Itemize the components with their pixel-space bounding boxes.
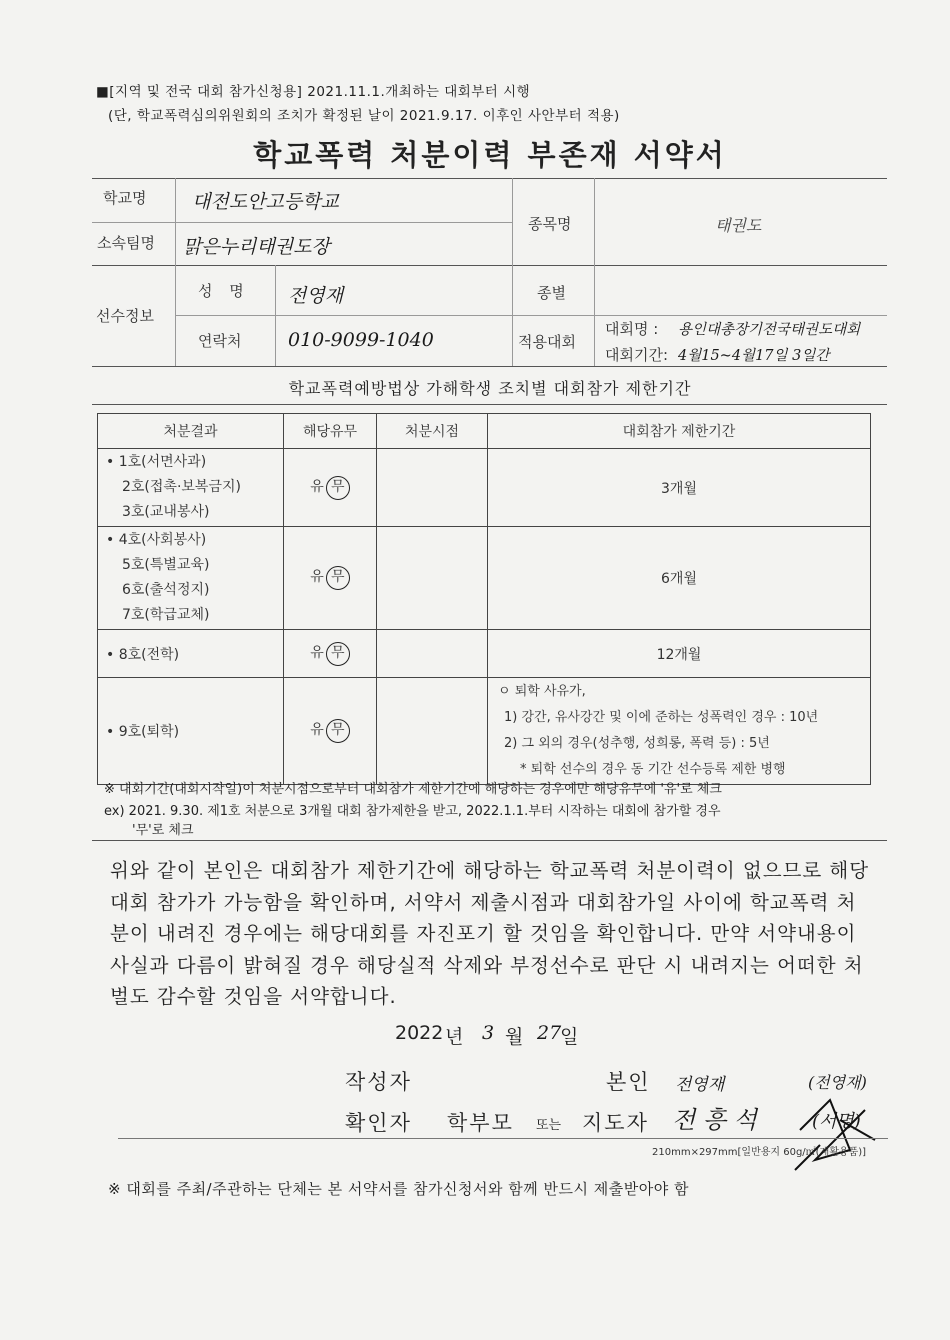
contact-label: 연락처: [198, 332, 242, 350]
period-value: 3개월: [488, 449, 871, 527]
header-line2: (단, 학교폭력심의위원회의 조치가 확정된 날이 2021.9.17. 이후인 사안부터 적용): [108, 108, 620, 124]
header-period: 대회참가 제한기간: [488, 414, 871, 449]
date-day-unit: 일: [560, 1026, 579, 1048]
coach-signature: (서명): [812, 1111, 861, 1132]
header-result: 처분결과: [98, 414, 284, 449]
comp-name-value: 용인대총장기전국태권도대회: [678, 322, 861, 338]
item: 3호(교내봉사): [122, 504, 210, 520]
item: 2호(접촉·보복금지): [122, 479, 241, 495]
date-day: 27: [537, 1022, 562, 1044]
date-month-unit: 월: [505, 1026, 524, 1048]
yes-option: 유: [310, 478, 324, 495]
date-month: 3: [482, 1022, 495, 1044]
period-line: * 퇴학 선수의 경우 동 기간 선수등록 제한 병행: [520, 762, 786, 777]
footer-note: ※ 대회를 주최/주관하는 단체는 본 서약서를 참가신청서와 함께 반드시 제출받아야 함: [108, 1180, 689, 1198]
yes-option: 유: [310, 644, 324, 661]
comp-period-label: 대회기간:: [605, 346, 669, 364]
table-row: [98, 678, 871, 785]
self-label: 본인: [606, 1070, 651, 1094]
no-option-circled: 무: [326, 566, 350, 590]
school-value: 대전도안고등학교: [192, 191, 339, 213]
player-info-label: 선수정보: [96, 307, 154, 325]
name-label: 성 명: [198, 282, 250, 300]
item: • 8호(전학): [106, 646, 180, 663]
item: 5호(특별교육): [122, 557, 210, 573]
period-value: 6개월: [488, 527, 871, 630]
item: • 1호(서면사과): [106, 454, 207, 470]
school-label: 학교명: [103, 189, 147, 207]
table-row: [98, 630, 871, 678]
comp-name-label: 대회명 :: [605, 320, 659, 338]
header-line1: ■[지역 및 전국 대회 참가신청용] 2021.11.1.개최하는 대회부터 시행: [96, 84, 531, 100]
note-3: '무'로 체크: [132, 823, 194, 838]
header-time: 처분시점: [377, 414, 488, 449]
no-option-circled: 무: [326, 642, 350, 666]
yes-option: 유: [310, 722, 324, 738]
item: 6호(출석정지): [122, 582, 210, 598]
contact-value: 010-9099-1040: [288, 329, 434, 351]
table-row: [98, 527, 871, 630]
period-value: 12개월: [488, 630, 871, 678]
note-1: ※ 대회기간(대회시작일)이 처분시점으로부터 대회참가 제한기간에 해당하는 경우에만 해당유무에 '유'로 체크: [104, 782, 722, 797]
team-label: 소속팀명: [97, 234, 155, 252]
section-title: 학교폭력예방법상 가해학생 조치별 대회참가 제한기간: [288, 379, 692, 398]
coach-label: 지도자: [582, 1111, 649, 1135]
comp-period-value: 4월15~4월17일 3일간: [678, 348, 830, 364]
team-value: 맑은누리태권도장: [183, 236, 330, 258]
date-year: 2022: [395, 1022, 444, 1044]
period-line: ㅇ 퇴학 사유가,: [498, 684, 586, 699]
yes-option: 유: [310, 569, 324, 585]
signature-scribble-icon: [790, 1090, 885, 1175]
name-value: 전영재: [288, 285, 344, 307]
page-title: 학교폭력 처분이력 부존재 서약서: [253, 138, 727, 172]
or-label: 또는: [536, 1118, 562, 1133]
item: • 9호(퇴학): [106, 724, 180, 740]
header-applicable: 해당유무: [284, 414, 377, 449]
period-line: 2) 그 외의 경우(성추행, 성희롱, 폭력 등) : 5년: [504, 736, 770, 751]
pledge-text: 위와 같이 본인은 대회참가 제한기간에 해당하는 학교폭력 처분이력이 없으므로 해당 대회 참가가 가능함을 확인하며, 서약서 제출시점과 대회참가일 사이에 학교폭력 처분이 내려진 경우에는 해당대회를 자진포기 할 것임을 확인합니다. 만약 서약내용이 사실과 다름이 밝혀질 경우 해당실적 삭제와 부정선수로 판단 시 내려지는 어떠한 처벌도 감수할 것임을 서약합니다.: [110, 859, 870, 1008]
table-row: [98, 449, 871, 527]
category-label: 종별: [537, 284, 566, 302]
no-option-circled: 무: [326, 476, 350, 500]
restriction-table: [97, 413, 871, 785]
period-line: 1) 강간, 유사강간 및 이에 준하는 성폭력인 경우 : 10년: [504, 710, 819, 725]
paper-spec: 210mm×297mm[일반용지 60g/㎡(재활용품)]: [652, 1147, 867, 1158]
self-name: 전영재: [675, 1075, 725, 1095]
writer-label: 작성자: [345, 1070, 412, 1094]
item: • 4호(사회봉사): [106, 532, 207, 548]
self-signature: (전영재): [808, 1073, 867, 1092]
parent-label: 학부모: [447, 1111, 514, 1135]
item: 7호(학급교체): [122, 607, 210, 623]
confirmer-label: 확인자: [345, 1111, 412, 1135]
note-2: ex) 2021. 9.30. 제1호 처분으로 3개월 대회 참가제한을 받고, 2022.1.1.부터 시작하는 대회에 참가할 경우: [104, 804, 721, 819]
date-year-unit: 년: [445, 1026, 464, 1048]
event-label: 종목명: [528, 215, 572, 233]
no-option-circled: 무: [326, 719, 350, 743]
applied-comp-label: 적용대회: [518, 333, 576, 351]
event-value: 태권도: [715, 216, 762, 235]
coach-name: 전 흥 석: [672, 1106, 757, 1134]
